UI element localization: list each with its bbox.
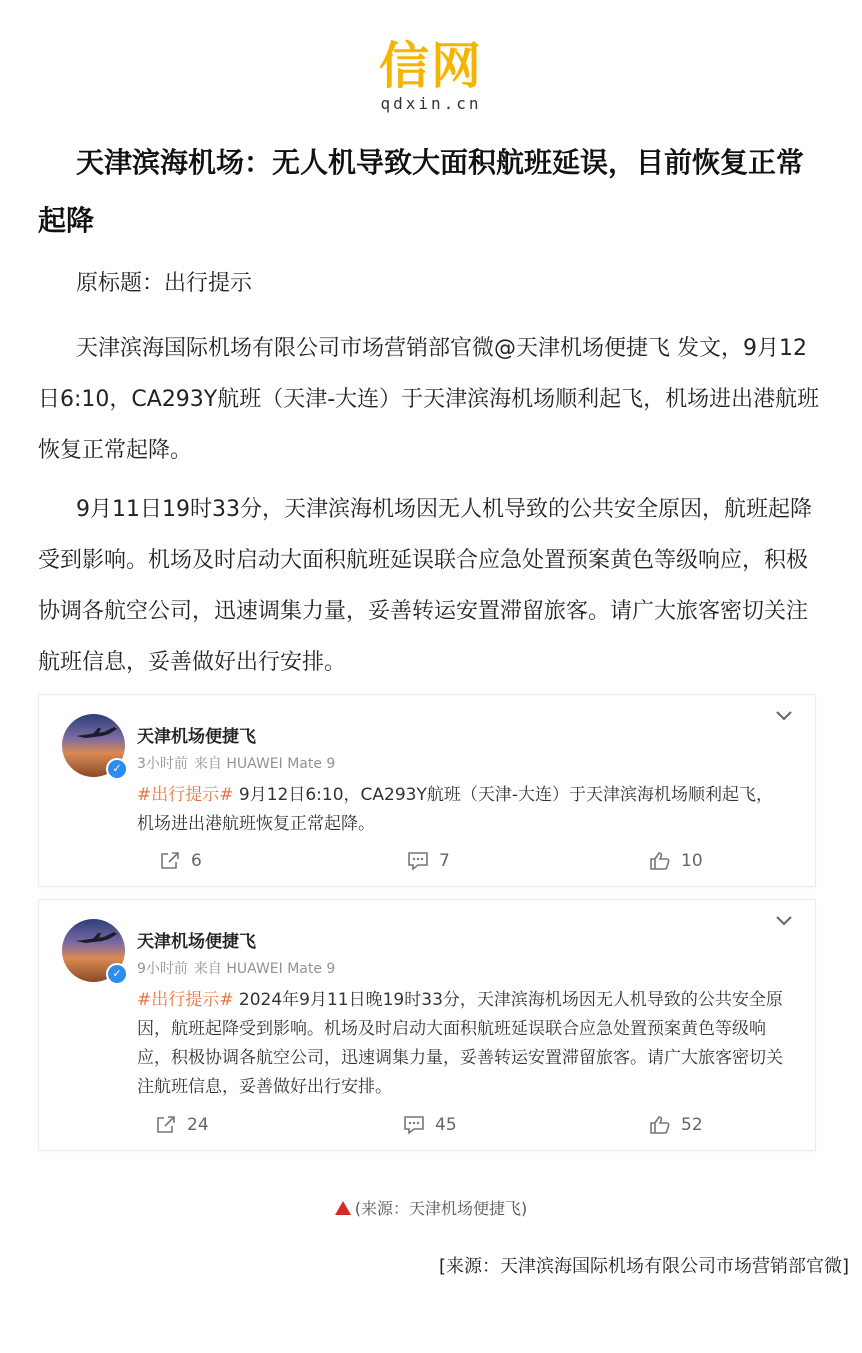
post-time[interactable]: 3小时前 [137, 756, 188, 772]
comment-count: 7 [439, 851, 450, 871]
article-paragraph: 天津滨海国际机场有限公司市场营销部官微@天津机场便捷飞 发文，9月12日6:10，CA293Y航班（天津-大连）于天津滨海机场顺利起飞，机场进出港航班恢复正常起降。 [38, 336, 820, 463]
avatar[interactable] [62, 919, 125, 982]
post-text [137, 986, 787, 1102]
weibo-post-card [38, 899, 816, 1151]
post-meta [137, 753, 341, 773]
repost-button[interactable] [155, 1115, 209, 1135]
post-time[interactable]: 9小时前 [137, 961, 188, 977]
like-button[interactable] [649, 851, 703, 871]
article-paragraph: 9月11日19时33分，天津滨海机场因无人机导致的公共安全原因，航班起降受到影响。机场及时启动大面积航班延误联合应急处置预案黄色等级响应，积极协调各航空公司，迅速调集力量，妥善转运安置滞留旅客。请广大旅客密切关注航班信息，妥善做好出行安排。 [38, 497, 812, 675]
share-icon [155, 1115, 177, 1135]
post-body: 9月12日6:10，CA293Y航班（天津-大连）于天津滨海机场顺利起飞，机场进出港航班恢复正常起降。 [137, 785, 773, 834]
repost-button[interactable] [159, 851, 202, 871]
comment-icon [407, 851, 429, 871]
chevron-down-icon[interactable] [775, 914, 793, 928]
topic-tag-link[interactable]: #出行提示# [137, 785, 234, 805]
post-text [137, 781, 787, 839]
comment-button[interactable] [403, 1115, 457, 1135]
plane-icon [74, 929, 118, 949]
comment-button[interactable] [407, 851, 450, 871]
article-source: [来源：天津滨海国际机场有限公司市场营销部官微] [438, 1256, 849, 1277]
logo-mark: 信网 [379, 37, 483, 95]
verified-badge-icon: ✓ [106, 758, 128, 780]
share-icon [159, 851, 181, 871]
article-title: 天津滨海机场：无人机导致大面积航班延误，目前恢复正常起降 [38, 146, 805, 237]
post-username[interactable]: 天津机场便捷飞 [137, 932, 256, 952]
post-device: 来自 HUAWEI Mate 9 [193, 961, 336, 977]
plane-icon [74, 724, 118, 744]
like-count: 52 [681, 1115, 703, 1135]
like-button[interactable] [649, 1115, 703, 1135]
chevron-down-icon[interactable] [775, 709, 793, 723]
comment-count: 45 [435, 1115, 457, 1135]
post-device: 来自 HUAWEI Mate 9 [193, 756, 336, 772]
article-paragraph: 原标题：出行提示 [76, 271, 253, 296]
post-body: 2024年9月11日晚19时33分，天津滨海机场因无人机导致的公共安全原因，航班起降受到影响。机场及时启动大面积航班延误联合应急处置预案黄色等级响应，积极协调各航空公司，迅速调集力量，妥善转运安置滞留旅客。请广大旅客密切关注航班信息，妥善做好出行安排。 [137, 990, 783, 1097]
verified-badge-icon: ✓ [106, 963, 128, 985]
post-meta [137, 958, 341, 978]
avatar[interactable] [62, 714, 125, 777]
triangle-up-icon [335, 1201, 351, 1215]
thumbs-up-icon [649, 851, 671, 871]
caption-text: (来源：天津机场便捷飞) [354, 1199, 528, 1218]
image-caption [0, 1196, 862, 1219]
thumbs-up-icon [649, 1115, 671, 1135]
repost-count: 6 [191, 851, 202, 871]
post-username[interactable]: 天津机场便捷飞 [137, 727, 256, 747]
site-logo[interactable] [0, 38, 862, 113]
repost-count: 24 [187, 1115, 209, 1135]
like-count: 10 [681, 851, 703, 871]
topic-tag-link[interactable]: #出行提示# [137, 990, 234, 1010]
comment-icon [403, 1115, 425, 1135]
weibo-post-card [38, 694, 816, 887]
logo-domain: qdxin.cn [380, 94, 482, 113]
